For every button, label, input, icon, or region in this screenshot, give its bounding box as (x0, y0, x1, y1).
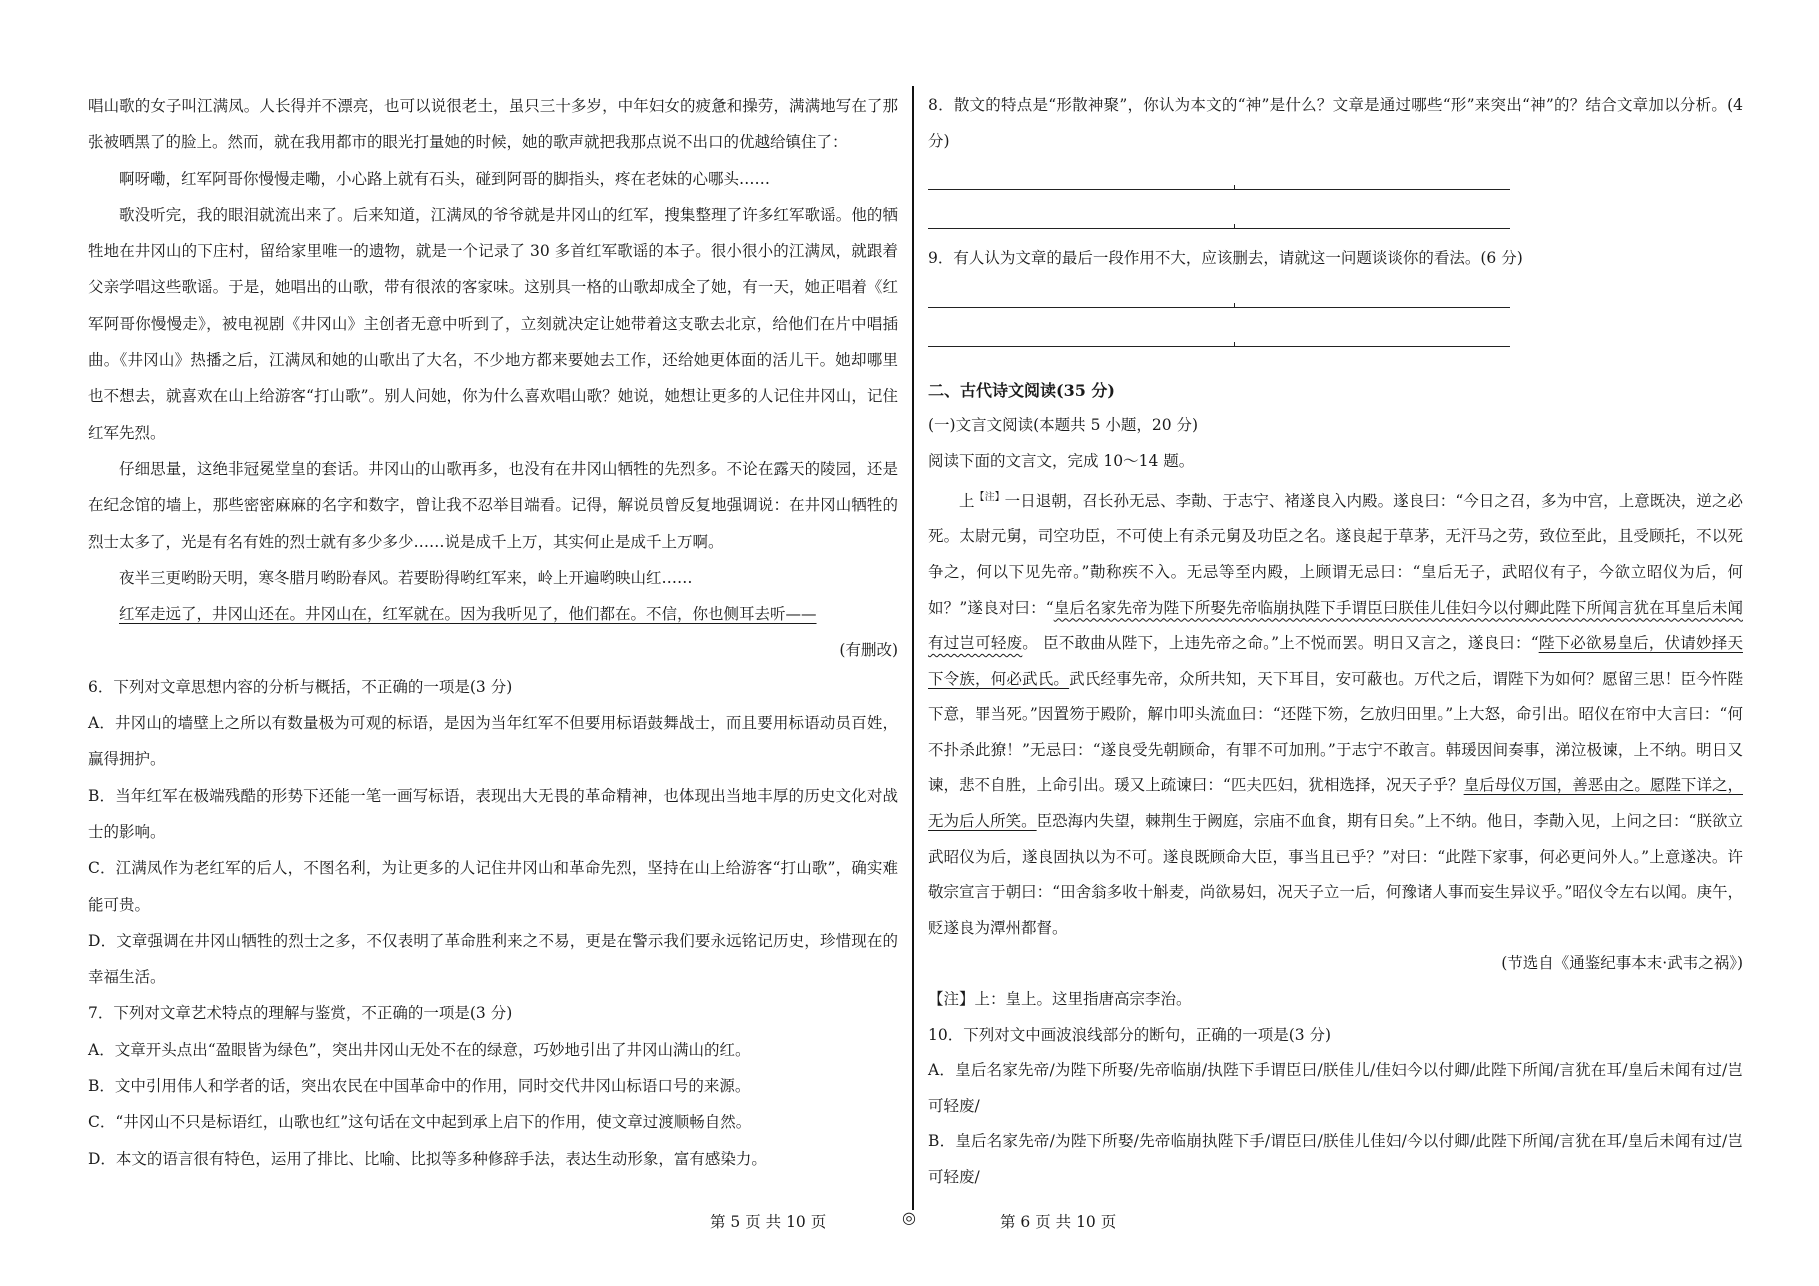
song-lyric: 啊呀嘞，红军阿哥你慢慢走嘞，小心路上就有石头，碰到阿哥的脚指头，疼在老妹的心哪头…… (119, 169, 771, 188)
option-10a: A．皇后名家先帝/为陛下所娶/先帝临崩/执陛下手谓臣曰/朕佳儿/佳妇今以付卿/此陛下所闻/言犹在耳/皇后未闻有过/岂可轻废/ (928, 1061, 1743, 1115)
question-10: 10．下列对文中画波浪线部分的断句，正确的一项是(3 分) (928, 1025, 1332, 1044)
option-10b: B．皇后名家先帝/为陛下所娶/先帝临崩执陛下手/谓臣曰/朕佳儿佳妇/今以付卿/此陛下所闻/言犹在耳/皇后未闻有过/岂可轻废/ (928, 1132, 1743, 1186)
note-marker: 【注】 (974, 491, 1005, 503)
column-divider (912, 86, 914, 1210)
passage-paragraph: 歌没听完，我的眼泪就流出来了。后来知道，江满凤的爷爷就是井冈山的红军，搜集整理了许多红军歌谣。他的牺牲地在井冈山的下庄村，留给家里唯一的遗物，就是一个记录了 30 多首红军歌谣的本子。很小很小的江满凤，就跟着父亲学唱这些歌谣。于是，她唱出的山歌，带有很浓的客家味。这别具一格的山歌却成全了她，有一天，她正唱着《红军阿哥你慢慢走》，被电视剧《井冈山》主创者无意中听到了，立刻就决定让她带着这支歌去北京，给他们在片中唱插曲。《井冈山》热播之后，江满凤和她的山歌出了大名，不少地方都来要她去工作，还给她更体面的活儿干。她却哪里也不想去，就喜欢在山上给游客“打山歌”。别人问她，你为什么喜欢唱山歌？她说，她想让更多的人记住井冈山，记住红军先烈。 (88, 205, 898, 442)
center-mark: ◎ (902, 1208, 916, 1227)
passage-paragraph: 仔细思量，这绝非冠冕堂皇的套话。井冈山的山歌再多，也没有在井冈山牺牲的先烈多。不论在露天的陵园，还是在纪念馆的墙上，那些密密麻麻的名字和数字，曾让我不忍举目端看。记得，解说员曾反复地强调说：在井冈山牺牲的烈士太多了，光是有名有姓的烈士就有多少多少……说是成千上万，其实何止是成千上万啊。 (88, 459, 898, 551)
question-7: 7．下列对文章艺术特点的理解与鉴赏，不正确的一项是(3 分) (88, 1004, 513, 1023)
option-6b: B．当年红军在极端残酷的形势下还能一笔一画写标语，表现出大无畏的革命精神，也体现出当地丰厚的历史文化对战士的影响。 (88, 786, 898, 841)
question-6: 6．下列对文章思想内容的分析与概括，不正确的一项是(3 分) (88, 677, 513, 696)
section-heading: 二、古代诗文阅读(35 分) (928, 380, 1115, 400)
reading-instruction: 阅读下面的文言文，完成 10～14 题。 (928, 451, 1195, 470)
option-6d: D．文章强调在井冈山牺牲的烈士之多，不仅表明了革命胜利来之不易，更是在警示我们要永远铭记历史，珍惜现在的幸福生活。 (88, 931, 898, 987)
page-number-right: 第 6 页 共 10 页 (1000, 1213, 1117, 1231)
classical-text: 上$^{【注】}$一日退朝，召长孙无忌、李勣、于志宁、褚遂良入内殿。遂良曰：“今日之召，多为中宫，上意既决，逆之必死。太尉元舅，司空功臣，不可使上有杀元舅及功臣之名。遂良起于草茅，无汗马之劳，致位至此，且受顾托，不以死争之，何以下见先帝。”勣称疾不入。无忌等至内殿，上顾谓无忌曰：“皇后无子，武昭仪有子，今欲立昭仪为后，何如？”遂良对曰：“皇后名家先帝为陛下所娶先帝临崩执陛下手谓臣曰朕佳儿佳妇今以付卿此陛下所闻言犹在耳皇后未闻有过岂可轻废。 臣不敢曲从陛下，上违先帝之命。”上不悦而罢。明日又言之，遂良曰：“陛下必欲易皇后，伏请妙择天下令族，何必武氏。武氏经事先帝，众所共知，天下耳目，安可蔽也。万代之后，谓陛下为如何？愿留三思！臣今忤陛下意，罪当死。”因置笏于殿阶，解巾叩头流血曰：“还陛下笏，乞放归田里。”上大怒，命引出。昭仪在帘中大言曰：“何不扑杀此獠！”无忌曰：“遂良受先朝顾命，有罪不可加刑。”于志宁不敢言。韩瑗因间奏事，涕泣极谏，上不纳。明日又谏，悲不自胜，上命引出。瑗又上疏谏曰：“匹夫匹妇，犹相选择，况天子乎？皇后母仪万国，善恶由之。愿陛下详之，无为后人所笑。臣恐海内失望，棘荆生于阙庭，宗庙不血食，期有日矣。”上不纳。他日，李勣入见，上问之曰：“朕欲立武昭仪为后，遂良固执以为不可。遂良既顾命大臣，事当且已乎？”对曰：“此陛下家事，何必更问外人。”上意遂决。许敬宗宣言于朝曰：“田舍翁多收十斛麦，尚欲易妇，况天子立一后，何豫诸人事而妄生异议乎。”昭仪令左右以闻。庚午，贬遂良为潭州都督。 (928, 491, 1743, 937)
underlined-sentence: 红军走远了，井冈山还在。井冈山在，红军就在。因为我听见了，他们都在。不信，你也侧耳去听—— (119, 605, 817, 624)
answer-line[interactable] (928, 316, 1743, 355)
answer-line[interactable] (928, 159, 1743, 198)
passage-closing (88, 596, 898, 632)
passage-paragraph: 唱山歌的女子叫江满凤。人长得并不漂亮，也可以说很老土，虽只三十多岁，中年妇女的疲惫和操劳，满满地写在了那张被晒黑了的脸上。然而，就在我用都市的眼光打量她的时候，她的歌声就把我那点说不出口的优越给镇住了： (88, 97, 898, 152)
source-note: (节选自《通鉴纪事本末·武韦之祸》) (1501, 954, 1743, 973)
underlined-sentence: 陛下必欲易皇后，伏请妙择天下令族，何必武氏。 (928, 634, 1743, 688)
underlined-sentence: 皇后母仪万国，善恶由之。愿陛下详之，无为后人所笑。 (928, 776, 1743, 831)
subsection-heading: (一)文言文阅读(本题共 5 小题，20 分) (928, 416, 1199, 435)
footnote: 【注】上：皇上。这里指唐高宗李治。 (928, 990, 1192, 1009)
answer-line[interactable] (928, 198, 1743, 237)
wavy-underlined-text: 皇后名家先帝为陛下所娶先帝临崩执陛下手谓臣曰朕佳儿佳妇今以付卿此陛下所闻言犹在耳皇后未闻有过岂可轻废 (928, 598, 1743, 653)
option-7a: A．文章开头点出“盈眼皆为绿色”，突出井冈山无处不在的绿意，巧妙地引出了井冈山满山的红。 (88, 1040, 751, 1059)
left-column (88, 88, 898, 1177)
right-column (928, 88, 1743, 1196)
option-6c: C．江满凤作为老红军的后人，不图名利，为让更多的人记住井冈山和革命先烈，坚持在山上给游客“打山歌”，确实难能可贵。 (88, 859, 898, 914)
question-9: 9．有人认为文章的最后一段作用不大，应该删去，请就这一问题谈谈你的看法。(6 分) (928, 249, 1523, 268)
option-6a: A．井冈山的墙壁上之所以有数量极为可观的标语，是因为当年红军不但要用标语鼓舞战士，而且要用标语动员百姓，赢得拥护。 (88, 714, 898, 769)
page-number-left: 第 5 页 共 10 页 (710, 1213, 827, 1231)
question-8: 8．散文的特点是“形散神聚”，你认为本文的“神”是什么？文章是通过哪些“形”来突出“神”的？结合文章加以分析。(4 分) (928, 96, 1743, 150)
song-lyric: 夜半三更哟盼天明，寒冬腊月哟盼春风。若要盼得哟红军来，岭上开遍哟映山红…… (119, 568, 693, 587)
option-7b: B．文中引用伟人和学者的话，突出农民在中国革命中的作用，同时交代井冈山标语口号的来源。 (88, 1077, 751, 1096)
option-7c: C．“井冈山不只是标语红，山歌也红”这句话在文中起到承上启下的作用，使文章过渡顺畅自然。 (88, 1113, 752, 1132)
source-note: (有删改) (839, 641, 898, 660)
answer-line[interactable] (928, 277, 1743, 316)
option-7d: D．本文的语言很有特色，运用了排比、比喻、比拟等多种修辞手法，表达生动形象，富有感染力。 (88, 1149, 767, 1168)
